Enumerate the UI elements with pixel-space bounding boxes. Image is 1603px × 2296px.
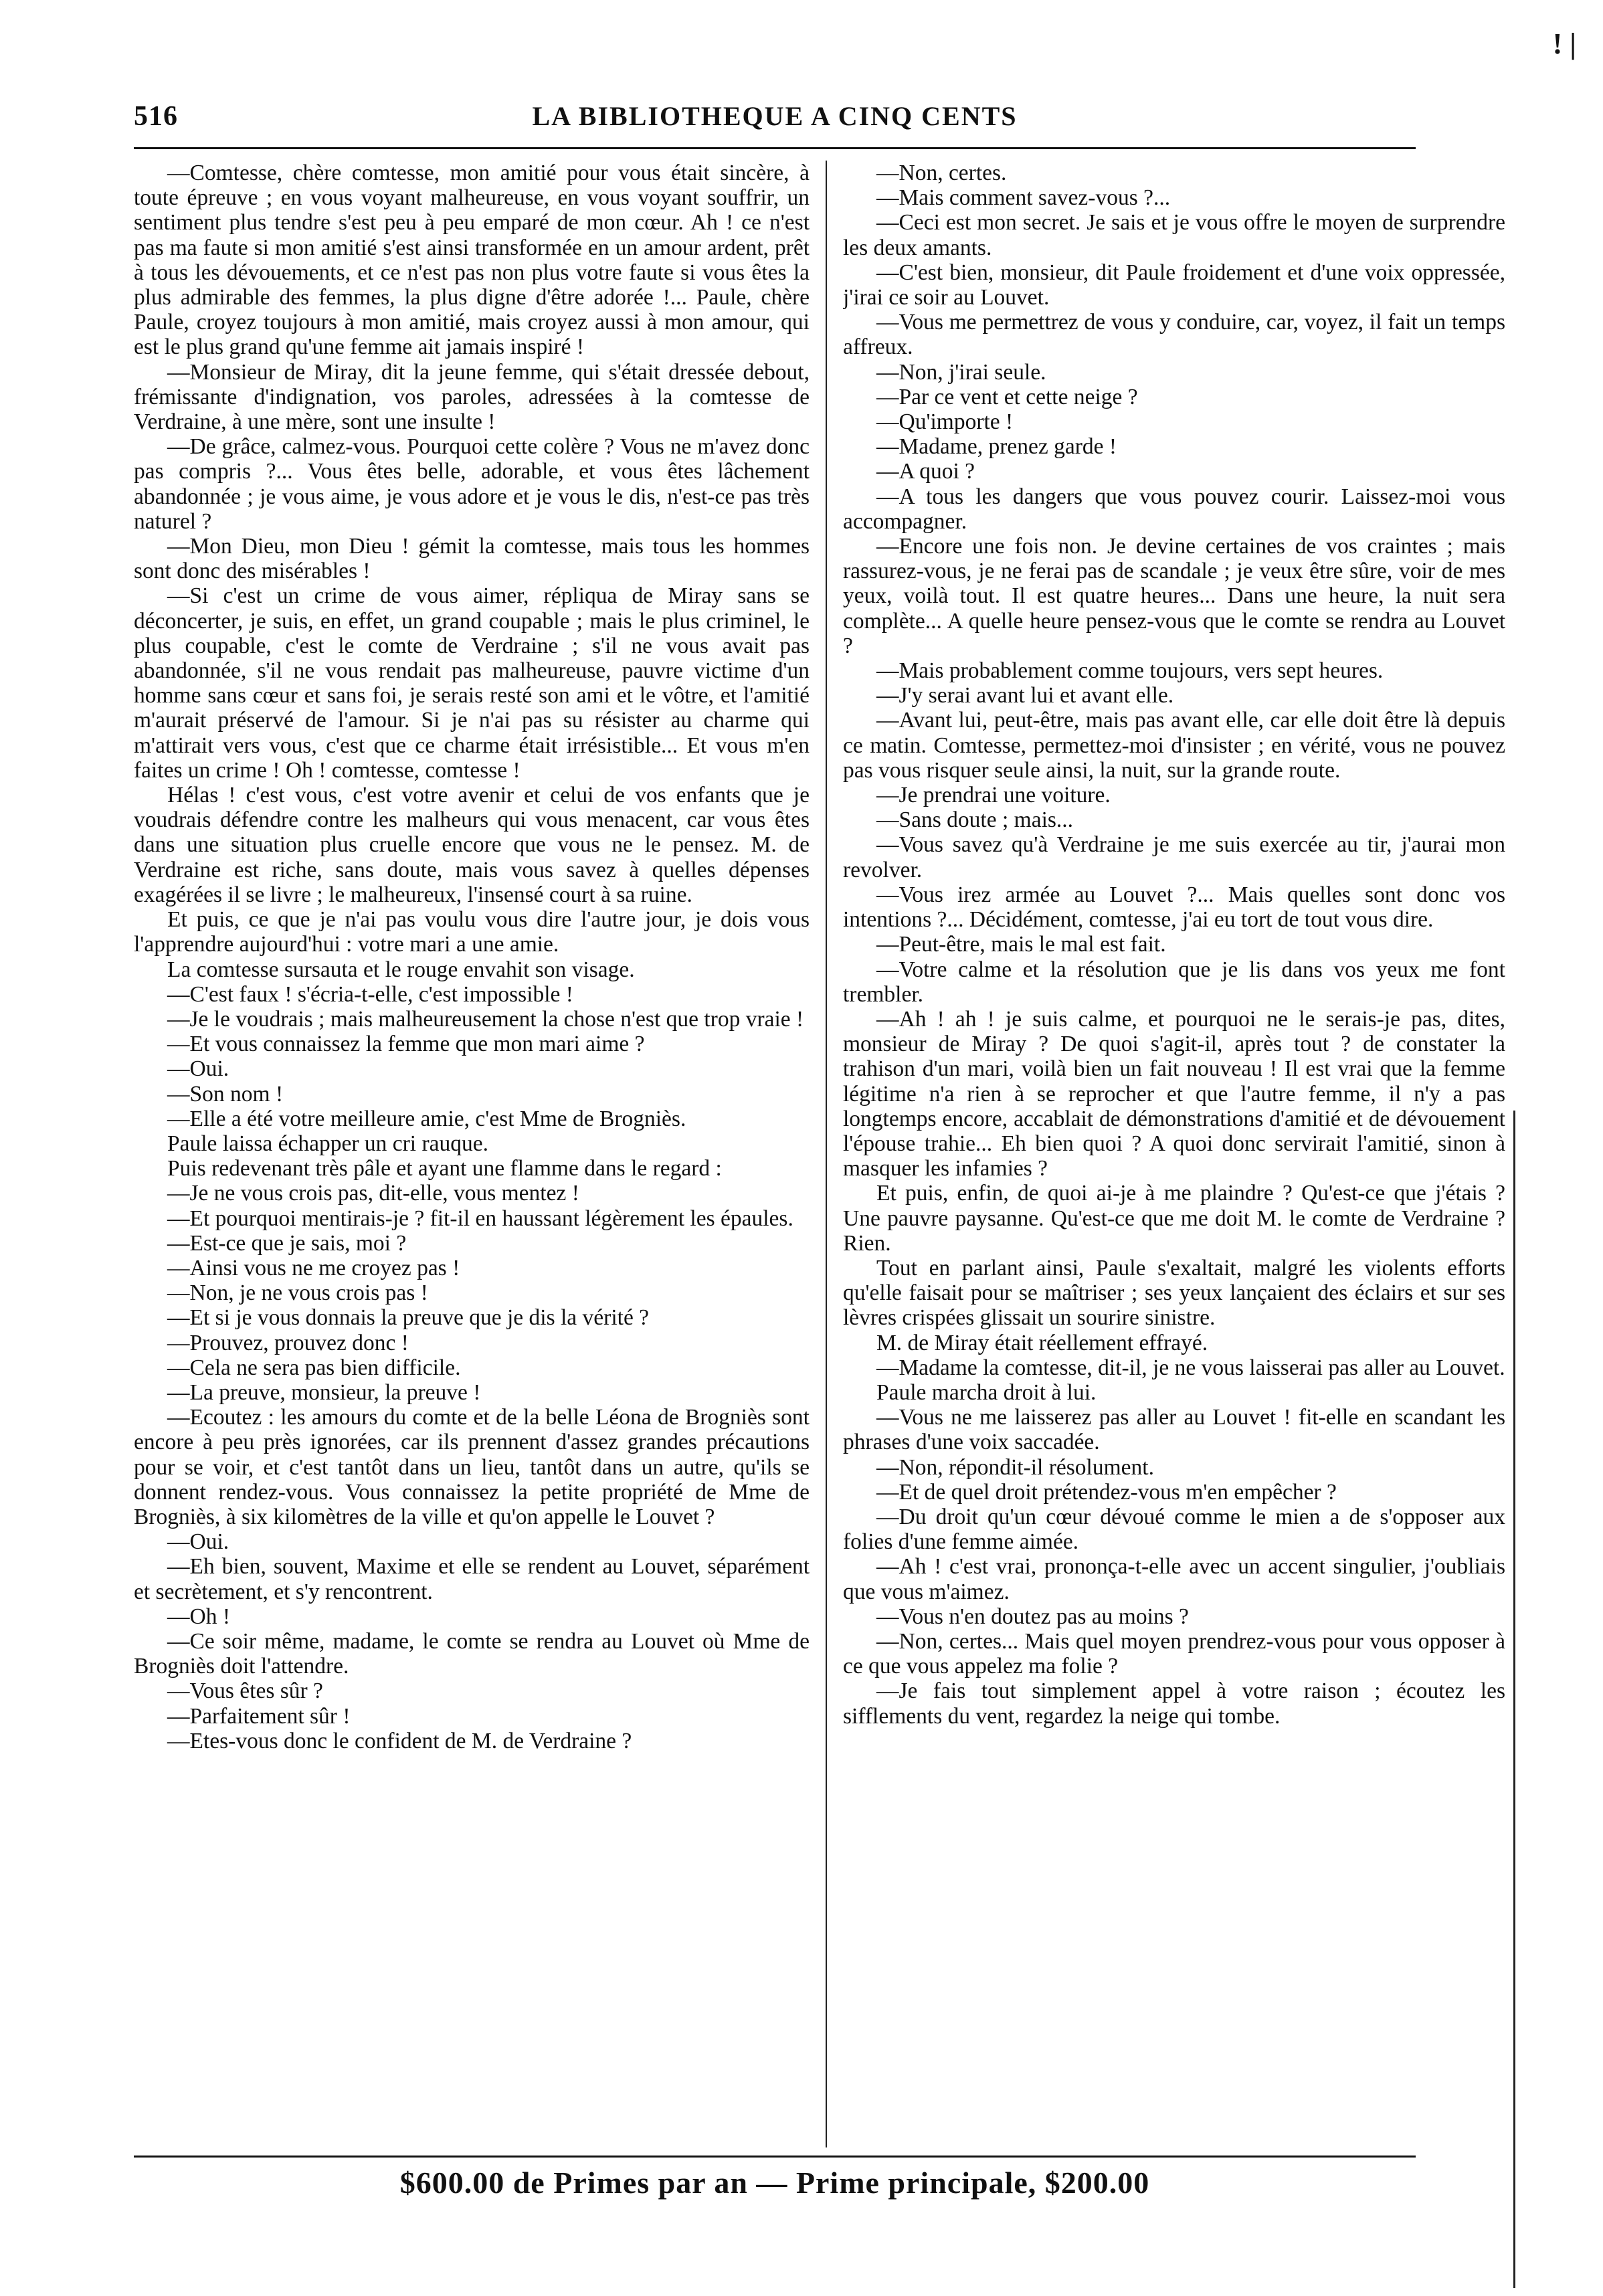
paragraph: —Ceci est mon secret. Je sais et je vous offre le moyen de surprendre les deux amants. <box>843 210 1505 260</box>
paragraph: —Du droit qu'un cœur dévoué comme le mien a de s'opposer aux folies d'une femme aimée. <box>843 1504 1505 1555</box>
paragraph: —Vous ne me laisserez pas aller au Louvet ! fit-elle en scandant les phrases d'une voix saccadée. <box>843 1405 1505 1455</box>
paragraph: —Oui. <box>167 1056 229 1082</box>
column-divider <box>826 161 827 2147</box>
paragraph: —Oui. <box>167 1529 229 1555</box>
paragraph: —Par ce vent et cette neige ? <box>876 384 1138 409</box>
paragraph: —Et de quel droit prétendez-vous m'en empêcher ? <box>876 1479 1337 1505</box>
paragraph: —Et si je vous donnais la preuve que je dis la vérité ? <box>167 1305 650 1331</box>
paragraph: —Ah ! c'est vrai, prononça-t-elle avec un accent singulier, j'oubliais que vous m'aimez. <box>843 1554 1505 1604</box>
paragraph: —A tous les dangers que vous pouvez courir. Laissez-moi vous accompagner. <box>843 484 1505 534</box>
paragraph: —Madame, prenez garde ! <box>876 434 1117 460</box>
paragraph: —Et pourquoi mentirais-je ? fit-il en haussant légèrement les épaules. <box>167 1206 793 1231</box>
paragraph: —Non, certes. <box>876 161 1007 185</box>
paragraph: Paule marcha droit à lui. <box>876 1379 1097 1405</box>
paragraph: —Non, je ne vous crois pas ! <box>167 1280 428 1306</box>
paragraph: —Eh bien, souvent, Maxime et elle se rendent au Louvet, séparément et secrètement, et s'y rencontrent. <box>134 1554 810 1604</box>
paragraph: —De grâce, calmez-vous. Pourquoi cette colère ? Vous ne m'avez donc pas compris ?... Vous êtes belle, adorable, et vous êtes lâchement abandonnée ; je vous aime, je vous adore et je vous le dis, n'est-ce pas très naturel ? <box>134 434 810 534</box>
paragraph: —C'est faux ! s'écria-t-elle, c'est impossible ! <box>167 981 573 1007</box>
paragraph: —Madame la comtesse, dit-il, je ne vous laisserai pas aller au Louvet. <box>876 1355 1505 1380</box>
footer-advertisement: $600.00 de Primes par an — Prime principale, $200.00 <box>399 2166 1150 2200</box>
paragraph: —Comtesse, chère comtesse, mon amitié pour vous était sincère, à toute épreuve ; en vous voyant malheureuse, en vous voyant souffrir, un sentiment plus tendre s'est peu à peu emparé de mon cœur. Ah ! ce n'est pas ma faute si mon amitié s'est ainsi transformée en un amour ardent, prêt à tous les dévouements, et ce n'est pas non plus votre faute si vous êtes la plus admirable des femmes, la plus digne d'être adorée !... Paule, chère Paule, croyez toujours à mon amitié, mais croyez aussi à mon amour, qui est le plus grand qu'une femme ait jamais inspiré ! <box>134 161 810 360</box>
paragraph: —Non, j'irai seule. <box>876 359 1046 385</box>
paragraph: —Cela ne sera pas bien difficile. <box>167 1355 461 1380</box>
paragraph: —Parfaitement sûr ! <box>167 1703 351 1729</box>
paragraph: La comtesse sursauta et le rouge envahit son visage. <box>167 957 635 982</box>
paragraph: —Avant lui, peut-être, mais pas avant elle, car elle doit être là depuis ce matin. Comtesse, permettez-moi d'insister ; en vérité, vous ne pouvez pas vous risquer seule ainsi, la nuit, sur la grande route. <box>843 708 1505 783</box>
paragraph: —Vous n'en doutez pas au moins ? <box>876 1604 1189 1629</box>
paragraph: —Je fais tout simplement appel à votre raison ; écoutez les sifflements du vent, regardez la neige qui tombe. <box>843 1679 1505 1729</box>
paragraph: —Votre calme et la résolution que je lis dans vos yeux me font trembler. <box>843 957 1505 1007</box>
running-title: LA BIBLIOTHEQUE A CINQ CENTS <box>532 101 1018 131</box>
paragraph: —A quoi ? <box>876 459 975 484</box>
paragraph: —Son nom ! <box>167 1081 284 1107</box>
right-edge-rule <box>1513 1111 1515 2288</box>
paragraph: —Qu'importe ! <box>876 409 1014 435</box>
paragraph: —Si c'est un crime de vous aimer, répliqua de Miray sans se déconcerter, je suis, en effet, un grand coupable ; mais le plus criminel, le plus coupable, c'est le comte de Verdraine ; s'il ne vous avait pas abandonnée, s'il ne vous rendait pas malheureuse, pauvre victime d'un homme sans cœur et sans foi, je serais resté son ami et le vôtre, et l'amitié m'aurait préservé de l'amour. Si je n'ai pas su résister au charme qui m'attirait vers vous, c'est que ce charme était irrésistible... Et vous m'en faites un crime ! Oh ! comtesse, comtesse ! <box>134 583 810 783</box>
paragraph: —Ecoutez : les amours du comte et de la belle Léona de Brogniès sont encore à peu près ignorées, car ils prennent d'assez grandes précautions pour se voir, et c'est tantôt dans un lieu, tantôt dans un autre, qu'ils se donnent rendez-vous. Vous connaissez la petite propriété de Mme de Brogniès, à six kilomètres de la ville et qu'on appelle le Louvet ? <box>134 1405 810 1529</box>
paragraph: —Non, certes... Mais quel moyen prendrez-vous pour vous opposer à ce que vous appelez ma folie ? <box>843 1628 1505 1679</box>
paragraph: M. de Miray était réellement effrayé. <box>876 1330 1208 1355</box>
paragraph: Tout en parlant ainsi, Paule s'exaltait, malgré les violents efforts qu'elle faisait pour se maîtriser ; ses yeux lançaient des éclairs et sur ses lèvres crispées glissait un sourire sinistre. <box>843 1255 1505 1331</box>
paragraph: —Peut-être, mais le mal est fait. <box>876 932 1166 957</box>
paragraph: —Mon Dieu, mon Dieu ! gémit la comtesse, mais tous les hommes sont donc des misérables ! <box>134 534 810 584</box>
left-column <box>134 161 810 2161</box>
right-column <box>843 161 1505 2161</box>
paragraph: Paule laissa échapper un cri rauque. <box>167 1131 488 1156</box>
paragraph: —Oh ! <box>167 1604 230 1629</box>
paragraph: —Mais comment savez-vous ?... <box>876 185 1171 211</box>
page-number: 516 <box>134 101 178 132</box>
corner-marks: ! | <box>1552 27 1576 60</box>
footer-rule <box>134 2156 1416 2158</box>
paragraph: —Mais probablement comme toujours, vers sept heures. <box>876 658 1384 684</box>
paragraph: Et puis, enfin, de quoi ai-je à me plaindre ? Qu'est-ce que j'étais ? Une pauvre paysanne. Qu'est-ce que me doit M. le comte de Verdraine ? Rien. <box>843 1181 1505 1256</box>
paragraph: —Etes-vous donc le confident de M. de Verdraine ? <box>167 1728 632 1753</box>
paragraph: —Elle a été votre meilleure amie, c'est Mme de Brogniès. <box>167 1106 686 1131</box>
paragraph: —Vous savez qu'à Verdraine je me suis exercée au tir, j'aurai mon revolver. <box>843 832 1505 882</box>
paragraph: —Ce soir même, madame, le comte se rendra au Louvet où Mme de Brogniès doit l'attendre. <box>134 1628 810 1679</box>
paragraph: —Je ne vous crois pas, dit-elle, vous mentez ! <box>167 1181 579 1206</box>
paragraph: —Et vous connaissez la femme que mon mari aime ? <box>167 1032 645 1057</box>
paragraph: Et puis, ce que je n'ai pas voulu vous dire l'autre jour, je dois vous l'apprendre aujourd'hui : votre mari a une amie. <box>134 907 810 957</box>
paragraph: —Je prendrai une voiture. <box>876 783 1111 808</box>
paragraph: —Vous me permettrez de vous y conduire, car, voyez, il fait un temps affreux. <box>843 310 1505 360</box>
paragraph: —Sans doute ; mais... <box>876 807 1074 833</box>
paragraph: —La preuve, monsieur, la preuve ! <box>167 1379 481 1405</box>
paragraph: Puis redevenant très pâle et ayant une flamme dans le regard : <box>167 1156 722 1181</box>
paragraph: —Vous êtes sûr ? <box>167 1679 323 1704</box>
paragraph: —Encore une fois non. Je devine certaines de vos craintes ; mais rassurez-vous, je ne ferai pas de scandale ; je veux être sûre, voir de mes yeux, voilà tout. Il est quatre heures... Dans une heure, la nuit sera complète... A quelle heure pensez-vous que le comte se rendra au Louvet ? <box>843 534 1505 658</box>
paragraph: —Est-ce que je sais, moi ? <box>167 1230 407 1256</box>
paragraph: —J'y serai avant lui et avant elle. <box>876 683 1174 708</box>
paragraph: —Non, répondit-il résolument. <box>876 1454 1154 1480</box>
paragraph: —Ainsi vous ne me croyez pas ! <box>167 1255 460 1280</box>
page-header <box>134 100 1416 140</box>
paragraph: —C'est bien, monsieur, dit Paule froidement et d'une voix oppressée, j'irai ce soir au Louvet. <box>843 260 1505 310</box>
header-rule <box>134 147 1416 149</box>
paragraph: —Vous irez armée au Louvet ?... Mais quelles sont donc vos intentions ?... Décidément, comtesse, j'ai eu tort de tout vous dire. <box>843 882 1505 933</box>
paragraph: —Je le voudrais ; mais malheureusement la chose n'est que trop vraie ! <box>167 1006 804 1032</box>
paragraph: Hélas ! c'est vous, c'est votre avenir et celui de vos enfants que je voudrais défendre contre les malheurs qui vous menacent, car vous êtes dans une situation plus cruelle encore que vous ne le pensez. M. de Verdraine est riche, sans doute, mais vous savez à quelles dépenses exagérées il se livre ; le malheureux, l'insensé court à sa ruine. <box>134 783 810 907</box>
paragraph: —Prouvez, prouvez donc ! <box>167 1330 409 1355</box>
paragraph: —Ah ! ah ! je suis calme, et pourquoi ne le serais-je pas, dites, monsieur de Miray ? De quoi s'agit-il, après tout ? de constater la trahison d'un mari, voilà bien un fait nouveau ! Il est vrai que la femme légitime n'a rien à se reprocher et que l'autre femme, il n'y a pas longtemps encore, accablait de démonstrations d'amitié et de dévouement l'épouse trahie... Eh bien quoi ? A quoi donc servirait l'amitié, sinon à masquer les infamies ? <box>843 1006 1505 1181</box>
paragraph: —Monsieur de Miray, dit la jeune femme, qui s'était dressée debout, frémissante d'indignation, vos paroles, adressées à la comtesse de Verdraine, à une mère, sont une insulte ! <box>134 359 810 435</box>
